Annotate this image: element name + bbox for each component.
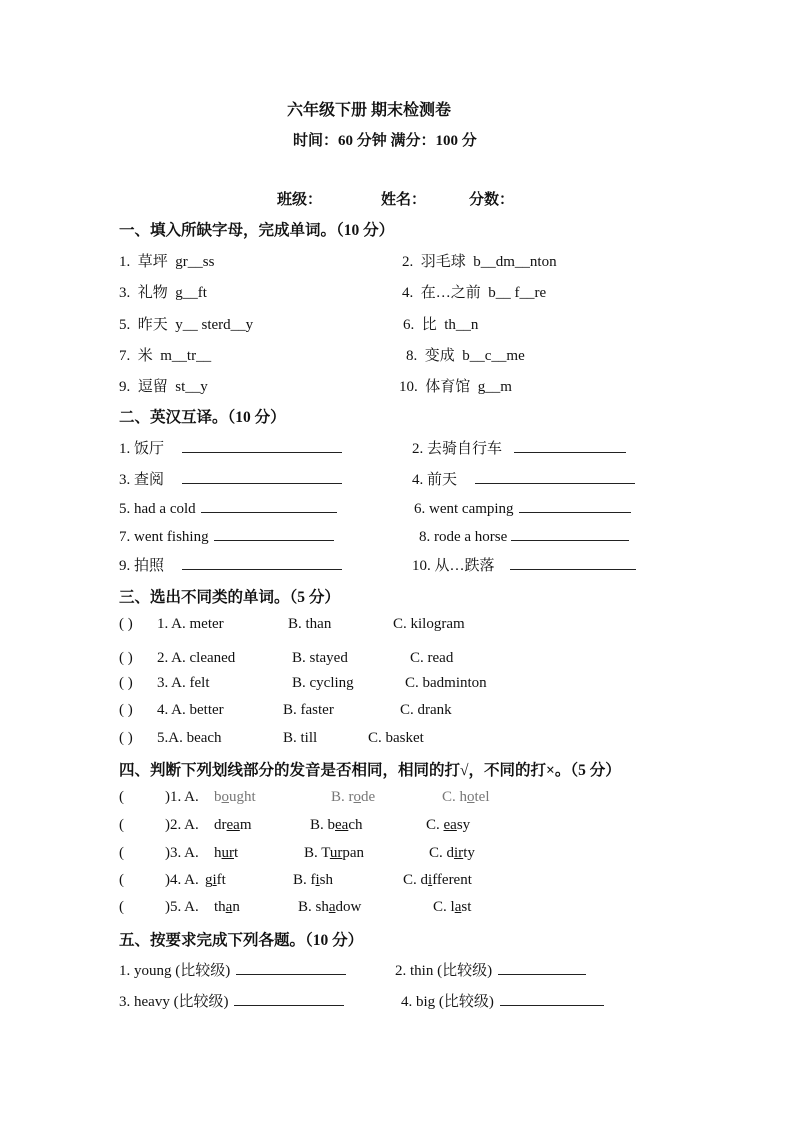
s4-row-4-option-b: B. fish: [293, 872, 334, 888]
section4-heading: 四、判断下列划线部分的发音是否相同，相同的打√，不同的打×。（5 分）: [119, 762, 621, 779]
s1-item-5: [119, 313, 253, 334]
item-chinese: 逗留: [137, 379, 168, 395]
class-label: 班级：: [277, 192, 323, 208]
answer-blank[interactable]: [236, 960, 346, 975]
score-label: 分数：: [469, 192, 515, 208]
section3-heading: 三、选出不同类的单词。（5 分）: [119, 589, 340, 606]
s4-row-paren[interactable]: (: [119, 789, 124, 805]
item-word: b__c__me: [462, 348, 525, 364]
item-label: 1. young (比较级): [119, 963, 231, 979]
s4-row-1-option-b: B. rode: [331, 789, 376, 805]
s4-row-paren[interactable]: (: [119, 817, 124, 833]
item-chinese: 礼物: [137, 285, 168, 301]
item-label: 2. thin (比较级): [395, 963, 493, 979]
s2-item-2: [412, 437, 626, 458]
s3-row-1-option-c: C. kilogram: [393, 616, 465, 632]
item-chinese: 变成: [424, 348, 455, 364]
item-number: 3.: [119, 285, 131, 301]
item-number: 7.: [119, 348, 131, 364]
s3-row-paren[interactable]: ( ): [119, 616, 133, 632]
item-number: 10.: [399, 379, 418, 395]
answer-blank[interactable]: [500, 991, 604, 1006]
item-label: 4. 前天: [412, 472, 458, 488]
s4-row-2-option-c: C. easy: [426, 817, 471, 833]
item-word: y__ sterd__y: [175, 317, 254, 333]
s3-row-paren[interactable]: ( ): [119, 675, 133, 691]
s3-row-4-question: 4. A. better: [157, 702, 224, 718]
s4-row-3-question: )3. A.: [165, 845, 199, 861]
s3-row-2-option-c: C. read: [410, 650, 454, 666]
item-chinese: 体育馆: [425, 379, 471, 395]
s3-row-paren[interactable]: ( ): [119, 702, 133, 718]
s4-row-4-question: )4. A.: [165, 872, 199, 888]
s3-row-4-option-b: B. faster: [283, 702, 334, 718]
s5-item-3: [119, 990, 344, 1011]
item-number: 8.: [406, 348, 418, 364]
s4-row-5-option-b: B. shadow: [298, 899, 362, 915]
item-number: 4.: [402, 285, 414, 301]
section2-heading: 二、英汉互译。（10 分）: [119, 409, 286, 426]
answer-blank[interactable]: [511, 526, 629, 541]
s5-item-2: [395, 959, 586, 980]
s3-row-3-option-b: B. cycling: [292, 675, 354, 691]
item-chinese: 草坪: [137, 254, 168, 270]
s1-item-7: [119, 344, 211, 365]
item-chinese: 在…之前: [420, 285, 481, 301]
item-word: m__tr__: [160, 348, 212, 364]
s4-row-paren[interactable]: (: [119, 872, 124, 888]
item-number: 5.: [119, 317, 131, 333]
item-label: 6. went camping: [414, 501, 514, 517]
item-word: g__ft: [175, 285, 207, 301]
s1-item-4: [402, 281, 546, 302]
s4-row-5-option-c: C. last: [433, 899, 472, 915]
answer-blank[interactable]: [214, 526, 334, 541]
section1-heading: 一、填入所缺字母，完成单词。（10 分）: [119, 222, 395, 239]
s4-row-1-question: )1. A.: [165, 789, 199, 805]
s5-item-1: [119, 959, 346, 980]
answer-blank[interactable]: [510, 555, 636, 570]
item-word: th__n: [444, 317, 479, 333]
s4-row-1-option-c: C. hotel: [442, 789, 490, 805]
s3-row-2-option-b: B. stayed: [292, 650, 348, 666]
s1-item-6: [403, 313, 478, 334]
name-label: 姓名：: [381, 192, 427, 208]
s3-row-paren[interactable]: ( ): [119, 650, 133, 666]
s3-row-5-option-c: C. basket: [368, 730, 424, 746]
s2-item-7: [119, 526, 334, 546]
answer-blank[interactable]: [519, 498, 631, 513]
item-chinese: 比: [421, 317, 437, 333]
s1-item-9: [119, 375, 208, 396]
s4-row-4-option-c: C. different: [403, 872, 472, 888]
s4-row-3-option-b: B. Turpan: [304, 845, 365, 861]
s2-item-1: [119, 437, 342, 458]
item-number: 6.: [403, 317, 415, 333]
item-label: 1. 饭厅: [119, 441, 165, 457]
item-chinese: 昨天: [137, 317, 168, 333]
s4-row-2-question: )2. A.: [165, 817, 199, 833]
answer-blank[interactable]: [182, 555, 342, 570]
s2-item-10: [412, 554, 636, 575]
s2-item-5: [119, 498, 337, 518]
s3-row-1-question: 1. A. meter: [157, 616, 224, 632]
s4-row-paren[interactable]: (: [119, 845, 124, 861]
answer-blank[interactable]: [201, 498, 337, 513]
s3-row-paren[interactable]: ( ): [119, 730, 133, 746]
s2-item-3: [119, 468, 342, 489]
item-word: gr__ss: [175, 254, 215, 270]
item-label: 8. rode a horse: [419, 529, 508, 545]
s2-item-8: [419, 526, 629, 546]
s4-row-2-option-a: dream: [214, 817, 252, 833]
s4-row-paren[interactable]: (: [119, 899, 124, 915]
item-label: 10. 从…跌落: [412, 558, 495, 574]
item-label: 4. big (比较级): [401, 994, 494, 1010]
answer-blank[interactable]: [498, 960, 586, 975]
item-label: 7. went fishing: [119, 529, 209, 545]
s4-row-2-option-b: B. beach: [310, 817, 363, 833]
s3-row-3-question: 3. A. felt: [157, 675, 210, 691]
item-label: 2. 去骑自行车: [412, 441, 503, 457]
item-word: b__dm__nton: [473, 254, 557, 270]
exam-title: 六年级下册 期末检测卷: [287, 102, 452, 119]
item-label: 3. heavy (比较级): [119, 994, 229, 1010]
item-number: 9.: [119, 379, 131, 395]
s4-row-4-option-a: gift: [205, 872, 226, 888]
item-label: 3. 查阅: [119, 472, 165, 488]
item-word: b__ f__re: [488, 285, 547, 301]
item-chinese: 羽毛球: [420, 254, 466, 270]
s1-item-2: [402, 250, 557, 271]
answer-blank[interactable]: [182, 469, 342, 484]
s1-item-3: [119, 281, 207, 302]
s4-row-5-option-a: than: [214, 899, 240, 915]
s1-item-1: [119, 250, 214, 271]
s3-row-4-option-c: C. drank: [400, 702, 452, 718]
s4-row-1-option-a: bought: [214, 789, 256, 805]
s3-row-2-question: 2. A. cleaned: [157, 650, 236, 666]
s2-item-9: [119, 554, 342, 575]
s2-item-4: [412, 468, 635, 489]
section5-heading: 五、按要求完成下列各题。（10 分）: [119, 932, 364, 949]
s3-row-5-option-b: B. till: [283, 730, 318, 746]
s4-row-5-question: )5. A.: [165, 899, 199, 915]
answer-blank[interactable]: [182, 438, 342, 453]
item-chinese: 米: [137, 348, 153, 364]
item-label: 5. had a cold: [119, 501, 196, 517]
s3-row-3-option-c: C. badminton: [405, 675, 487, 691]
s1-item-8: [406, 344, 525, 365]
item-number: 1.: [119, 254, 131, 270]
time-and-score-info: 时间：60 分钟 满分：100 分: [293, 133, 477, 149]
s1-item-10: [399, 375, 512, 396]
s4-row-3-option-c: C. dirty: [429, 845, 475, 861]
item-number: 2.: [402, 254, 414, 270]
s4-row-3-option-a: hurt: [214, 845, 239, 861]
item-word: st__y: [175, 379, 208, 395]
s5-item-4: [401, 990, 604, 1011]
s3-row-1-option-b: B. than: [288, 616, 332, 632]
answer-blank[interactable]: [234, 991, 344, 1006]
s3-row-5-question: 5.A. beach: [157, 730, 222, 746]
answer-blank[interactable]: [475, 469, 635, 484]
item-word: g__m: [477, 379, 512, 395]
s2-item-6: [414, 498, 631, 518]
answer-blank[interactable]: [514, 438, 626, 453]
item-label: 9. 拍照: [119, 558, 165, 574]
